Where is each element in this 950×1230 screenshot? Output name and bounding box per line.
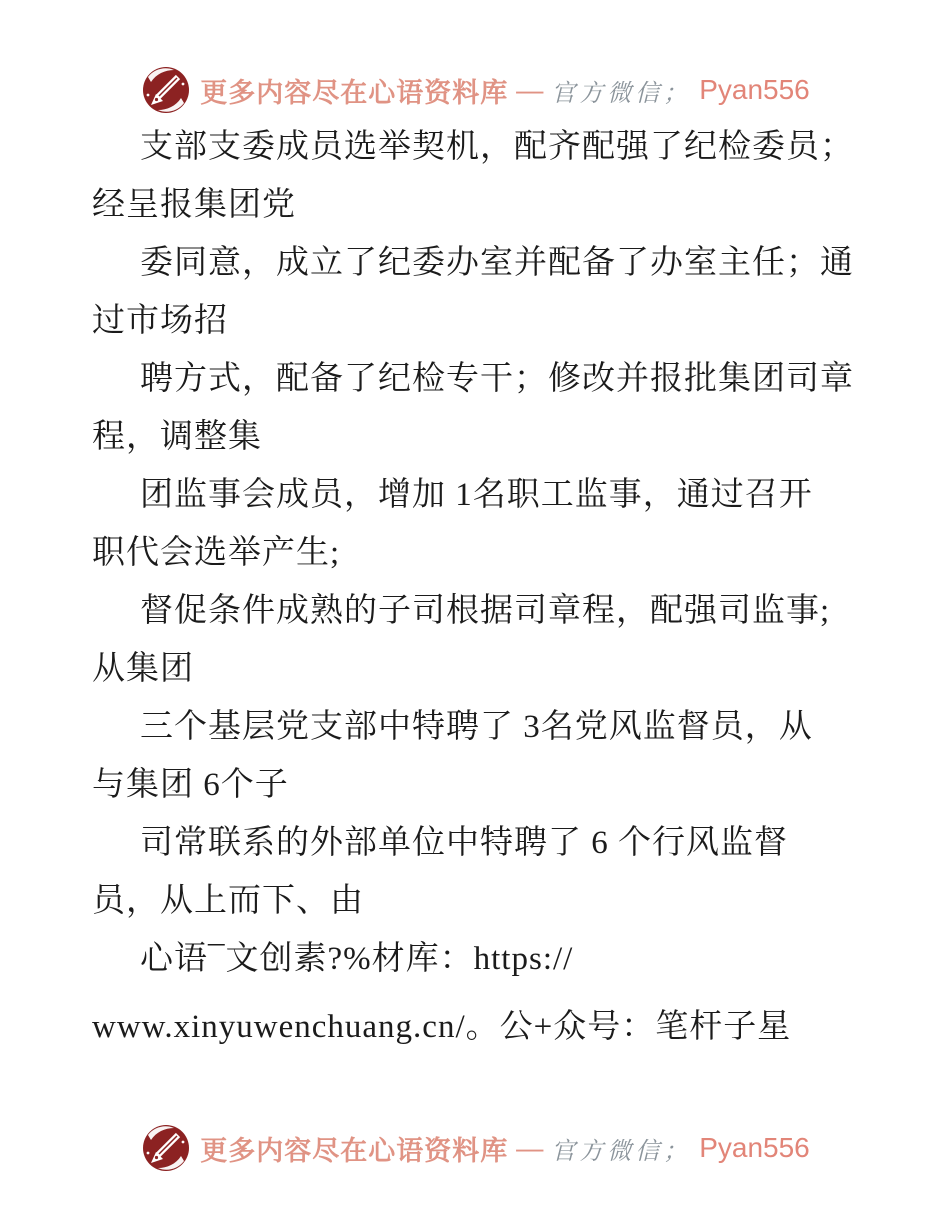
pen-seal-logo-icon bbox=[140, 1122, 192, 1174]
document-line: 团监事会成员，增加 1名职工监事，通过召开 bbox=[140, 477, 813, 513]
banner-slogan: 更多内容尽在心语资料库 bbox=[200, 1135, 509, 1166]
document-line: 与集团 6个子 bbox=[92, 767, 289, 803]
document-line: 员，从上而下、由 bbox=[92, 883, 364, 919]
wechat-label: 官方微信； bbox=[551, 1138, 692, 1165]
document-line: 委同意，成立了纪委办室并配备了办室主任；通 bbox=[140, 245, 854, 281]
document-line: 职代会选举产生; bbox=[92, 535, 341, 571]
document-line: 经呈报集团党 bbox=[92, 187, 296, 223]
footer-watermark bbox=[0, 1118, 950, 1178]
document-body bbox=[92, 118, 864, 1056]
banner-dash: — bbox=[516, 74, 544, 105]
document-line: 督促条件成熟的子司根据司章程，配强司监事; bbox=[140, 593, 831, 629]
document-line: 过市场招 bbox=[92, 303, 228, 339]
document-line: 三个基层党支部中特聘了 3名党风监督员，从 bbox=[140, 709, 813, 745]
wechat-id: Pyan556 bbox=[699, 74, 810, 105]
document-line: 聘方式，配备了纪检专干；修改并报批集团司章 bbox=[140, 361, 854, 397]
wechat-label: 官方微信； bbox=[551, 80, 692, 107]
banner-slogan: 更多内容尽在心语资料库 bbox=[200, 77, 509, 108]
document-line: 司常联系的外部单位中特聘了 6 个行风监督 bbox=[140, 825, 788, 861]
document-line: 程，调整集 bbox=[92, 419, 262, 455]
header-watermark bbox=[0, 60, 950, 120]
pen-seal-logo-icon bbox=[140, 64, 192, 116]
banner-dash: — bbox=[516, 1132, 544, 1163]
document-line: 从集团 bbox=[92, 651, 194, 687]
document-line: www.xinyuwenchuang.cn/。公+众号：笔杆子星 bbox=[92, 1009, 792, 1045]
document-line: 支部支委成员选举契机，配齐配强了纪检委员； bbox=[140, 129, 854, 165]
document-line: 心语¯文创素?%材库：https:// bbox=[140, 941, 574, 977]
wechat-id: Pyan556 bbox=[699, 1132, 810, 1163]
